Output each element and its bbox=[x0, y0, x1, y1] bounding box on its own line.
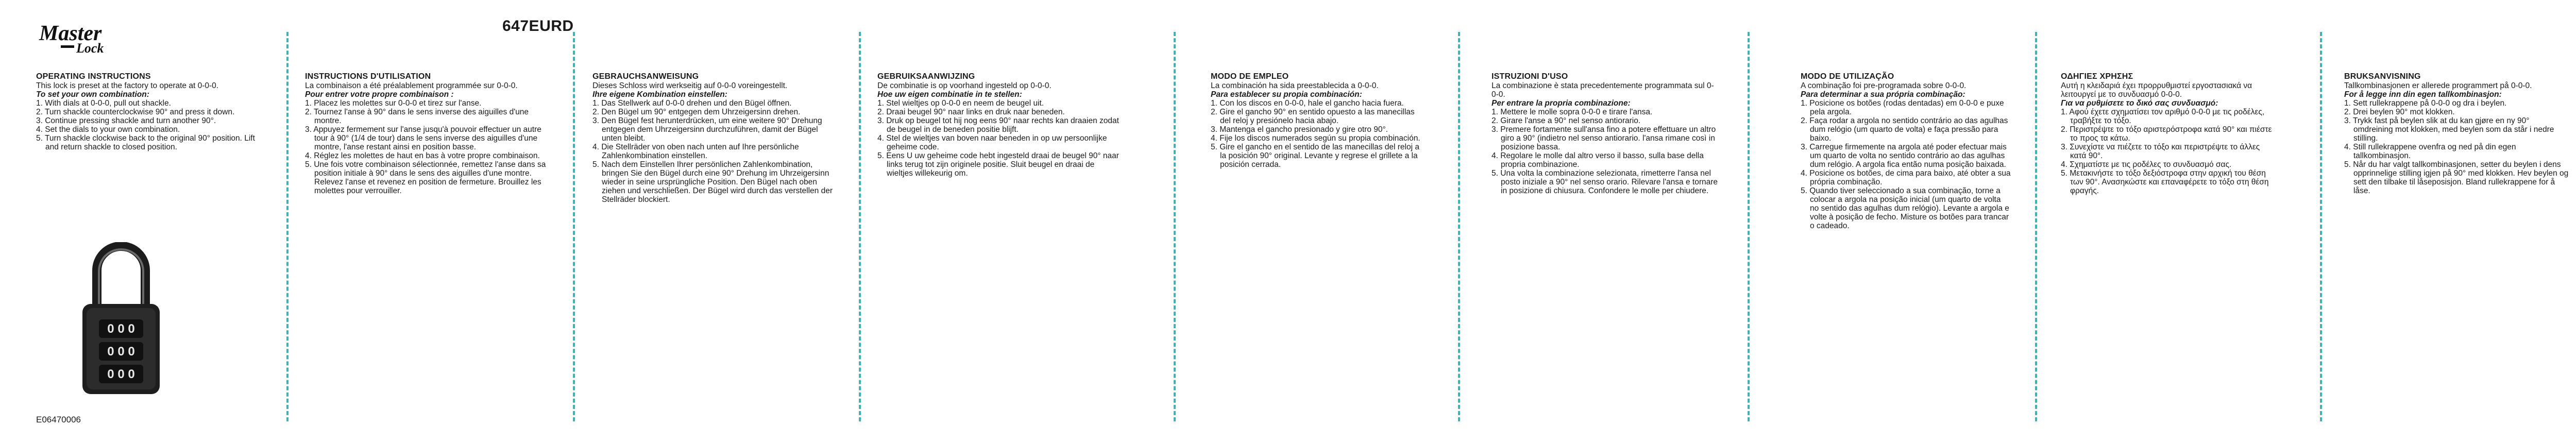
step: 2. Drei beylen 90° mot klokken. bbox=[2344, 108, 2455, 116]
fold-line bbox=[2035, 32, 2037, 421]
fold-line bbox=[1174, 32, 1176, 421]
section-subheading: Para establecer su propia combinación: bbox=[1211, 90, 1362, 99]
step: 3. Συνεχίστε να πιέζετε το τόξο και περιστρέψτε το άλλες κατά 90°. bbox=[2061, 143, 2260, 160]
step: 3. Continue pressing shackle and turn another 90°. bbox=[36, 116, 216, 125]
section-subheading: Για να ρυθμίσετε το δικό σας συνδυασμό: bbox=[2061, 99, 2218, 108]
step: 5. Når du har valgt tallkombinasjonen, setter du beylen i dens opprinnelige stilling igjen på 90° med klokken. Hev beylen og sett den tilbake til låseposisjon. Bland rullekrappene for å låse. bbox=[2344, 160, 2569, 195]
section-intro: La combinaison a été préalablement programmée sur 0-0-0. bbox=[305, 81, 518, 90]
step: 3. Den Bügel fest herunterdrücken, um eine weitere 90° Drehung entgegen dem Uhrzeigersinn durchzuführen, damit der Bügel unten bleibt. bbox=[592, 116, 822, 143]
step: 1. Αφού έχετε σχηματίσει τον αριθμό 0-0-0 με τις ροδέλες, τραβήξτε το τόξο. bbox=[2061, 108, 2265, 125]
step: 5. Nach dem Einstellen Ihrer persönlichen Zahlenkombination, bringen Sie den Bügel durch eine 90° Drehung im Uhrzeigersinn wieder in seine ursprüngliche Position. Den Bügel nach oben ziehen und verschließen. Der Bügel wird durch das verstellen der Stellräder blockiert. bbox=[592, 160, 833, 204]
model-number: 647EURD bbox=[502, 18, 574, 35]
section-en bbox=[36, 72, 263, 151]
section-intro: De combinatie is op voorhand ingesteld op 0-0-0. bbox=[877, 81, 1052, 90]
step: 4. Fije los discos numerados según su propia combinación. bbox=[1211, 134, 1420, 143]
section-intro: Dieses Schloss wird werkseitig auf 0-0-0 voreingestellt. bbox=[592, 81, 788, 90]
fold-line bbox=[1748, 32, 1750, 421]
svg-text:0 0 0: 0 0 0 bbox=[107, 367, 135, 381]
step: 1. With dials at 0-0-0, pull out shackle. bbox=[36, 99, 171, 108]
section-subheading: Ihre eigene Kombination einstellen: bbox=[592, 90, 727, 99]
section-subheading: To set your own combination: bbox=[36, 90, 149, 99]
step: 5. Μετακινήστε το τόξο δεξιόστροφα στην αρχική του θέση των 90°. Ανασηκώστε και επαναφέρετε το τόξο στη θέση φραγής. bbox=[2061, 169, 2269, 195]
section-heading: MODO DE UTILIZAÇÃO bbox=[1801, 72, 1894, 81]
step: 1. Das Stellwerk auf 0-0-0 drehen und den Bügel öffnen. bbox=[592, 99, 792, 108]
section-intro: This lock is preset at the factory to operate at 0-0-0. bbox=[36, 81, 219, 90]
section-intro: La combinazione è stata precedentemente programmata sul 0-0-0. bbox=[1492, 81, 1714, 99]
step: 3. Druk op beugel tot hij nog eens 90° naar rechts kan draaien zodat de beugel in de beneden positie blijft. bbox=[877, 116, 1119, 134]
section-nl bbox=[877, 72, 1120, 178]
section-intro: A combinação foi pre-programada sobre 0-0-0. bbox=[1801, 81, 1967, 90]
section-subheading: Hoe uw eigen combinatie in te stellen: bbox=[877, 90, 1022, 99]
step: 2. Faça rodar a argola no sentido contrário ao das agulhas dum relógio (um quarto de volta) e faça pressão para baixo. bbox=[1801, 116, 2008, 143]
section-intro: La combinación ha sida preestablecida a 0-0-0. bbox=[1211, 81, 1379, 90]
master-lock-logo bbox=[36, 21, 134, 57]
section-subheading: For å legge inn din egen tallkombinasjon: bbox=[2344, 90, 2502, 99]
step: 3. Appuyez fermement sur l'anse jusqu'à pouvoir effectuer un autre tour à 90° (1/4 de tour) dans le sens inverse des aiguilles d'une montre, l'anse restant ainsi en position basse. bbox=[305, 125, 541, 151]
step: 2. Den Bügel um 90° entgegen dem Uhrzeigersinn drehen. bbox=[592, 108, 801, 116]
svg-text:0 0 0: 0 0 0 bbox=[107, 345, 135, 359]
step: 5. Gire el gancho en el sentido de las manecillas del reloj a la posición 90° original. Levante y regrese el grillete a la posición cerrada. bbox=[1211, 143, 1419, 169]
section-heading: INSTRUCTIONS D'UTILISATION bbox=[305, 72, 431, 81]
section-heading: ISTRUZIONI D'USO bbox=[1492, 72, 1568, 81]
section-de bbox=[592, 72, 835, 204]
step: 4. Set the dials to your own combination. bbox=[36, 125, 180, 134]
step: 5. Une fois votre combinaison sélectionnée, remettez l'anse dans sa position initiale à 90° dans le sens des aiguilles d'une montre. Relevez l'anse et revenez en position de fermeture. Brouillez les molettes pour verrouiller. bbox=[305, 160, 546, 195]
step: 4. Still rullekrappene ovenfra og ned på din egen tallkombinasjon. bbox=[2344, 143, 2516, 160]
step: 1. Sett rullekrappene på 0-0-0 og dra i beylen. bbox=[2344, 99, 2507, 108]
step: 5. Quando tiver seleccionado a sua combinação, torne a colocar a argola na posição inicial (um quarto de volta no sentido das agulhas dum relógio). Levante a argola e volte à posição de fecho. Misture os botões para trancar o cadeado. bbox=[1801, 186, 2009, 230]
step: 4. Die Stellräder von oben nach unten auf Ihre persönliche Zahlenkombination einstellen. bbox=[592, 143, 799, 160]
step: 4. Posicione os botões, de cima para baixo, até obter a sua própria combinação. bbox=[1801, 169, 2011, 186]
step: 3. Trykk fast på beylen slik at du kan gjøre en ny 90° omdreining mot klokken, med beylen som da står i nedre stilling. bbox=[2344, 116, 2554, 143]
section-es bbox=[1211, 72, 1427, 169]
step: 3. Carregue firmemente na argola até poder efectuar mais um quarto de volta no sentido contrário ao das agulhas dum relógio. A argola fica então numa posição baixada. bbox=[1801, 143, 2007, 169]
section-intro: Αυτή η κλειδαριά έχει προρρυθμιστεί εργοστασιακά να λειτουργεί με το συνδυασμό 0-0-0. bbox=[2061, 81, 2252, 99]
section-subheading: Para determinar a sua própria combinação: bbox=[1801, 90, 1965, 99]
step: 1. Posicione os botões (rodas dentadas) em 0-0-0 e puxe pela argola. bbox=[1801, 99, 2004, 116]
logo-text-lock: Lock bbox=[76, 41, 104, 56]
step: 2. Draai beugel 90° naar links en druk naar beneden. bbox=[877, 108, 1065, 116]
section-intro: Tallkombinasjonen er allerede programmert på 0-0-0. bbox=[2344, 81, 2532, 90]
section-it bbox=[1492, 72, 1718, 195]
fold-line bbox=[1458, 32, 1460, 421]
step: 2. Tournez l'anse à 90° dans le sens inverse des aiguilles d'une montre. bbox=[305, 108, 529, 125]
step: 5. Una volta la combinazione selezionata, rimetterre l'ansa nel posto iniziale a 90° nel senso orario. Rilevare l'ansa e tornare in posizione di chiusura. Confondere le molle per chiudere. bbox=[1492, 169, 1718, 195]
fold-line bbox=[859, 32, 861, 421]
logo-text-master: Master bbox=[39, 22, 102, 45]
section-pt bbox=[1801, 72, 2012, 230]
step: 3. Mantenga el gancho presionado y gire otro 90°. bbox=[1211, 125, 1388, 134]
step: 4. Stel de wieltjes van boven naar beneden in op uw persoonlijke geheime code. bbox=[877, 134, 1107, 151]
section-heading: ΟΔΗΓΙΕΣ ΧΡΗΣΗΣ bbox=[2061, 72, 2133, 81]
step: 4. Regolare le molle dal altro verso il basso, sulla base della propria combinazione. bbox=[1492, 151, 1704, 169]
combination-padlock-illustration bbox=[77, 242, 165, 397]
section-heading: GEBRAUCHSANWEISUNG bbox=[592, 72, 699, 81]
section-fr bbox=[305, 72, 547, 195]
step: 1. Con los discos en 0-0-0, hale el gancho hacia fuera. bbox=[1211, 99, 1404, 108]
step: 4. Σχηματίστε με τις ροδέλες το συνδυασμό σας. bbox=[2061, 160, 2232, 169]
section-el bbox=[2061, 72, 2272, 195]
step: 2. Turn shackle counterclockwise 90° and press it down. bbox=[36, 108, 235, 116]
section-heading: OPERATING INSTRUCTIONS bbox=[36, 72, 151, 81]
step: 5. Turn shackle clockwise back to the original 90° position. Lift and return shackle to closed position. bbox=[36, 134, 255, 151]
section-subheading: Pour entrer votre propre combinaison : bbox=[305, 90, 454, 99]
svg-text:0 0 0: 0 0 0 bbox=[107, 322, 135, 336]
fold-line bbox=[573, 32, 575, 421]
fold-line bbox=[286, 32, 289, 421]
step: 2. Gire el gancho 90° en sentido opuesto a las manecillas del reloj y presiónelo hacia abajo. bbox=[1211, 108, 1415, 125]
section-no bbox=[2344, 72, 2571, 195]
step: 5. Eens U uw geheime code hebt ingesteld draai de beugel 90° naar links terug tot zijn originele positie. Sluit beugel en draai de wieltjes willekeurig om. bbox=[877, 151, 1119, 178]
step: 1. Placez les molettes sur 0-0-0 et tirez sur l'anse. bbox=[305, 99, 482, 108]
step: 1. Stel wieltjes op 0-0-0 en neem de beugel uit. bbox=[877, 99, 1044, 108]
section-subheading: Per entrare la propria combinazione: bbox=[1492, 99, 1631, 108]
section-heading: BRUKSANVISNING bbox=[2344, 72, 2421, 81]
step: 1. Mettere le molle sopra 0-0-0 e tirare l'ansa. bbox=[1492, 108, 1653, 116]
step: 3. Premere fortamente sull'ansa fino a potere effettuare un altro giro a 90° (indietro nel senso antiorario. l'ansa rimane così in posizione bassa. bbox=[1492, 125, 1716, 151]
section-heading: GEBRUIKSAANWIJZING bbox=[877, 72, 975, 81]
step: 2. Περιστρέψτε το τόξο αριστερόστροφα κατά 90° και πιέστε το προς τα κάτω. bbox=[2061, 125, 2272, 143]
section-heading: MODO DE EMPLEO bbox=[1211, 72, 1289, 81]
fold-line bbox=[2320, 32, 2322, 421]
document-reference-code: E06470006 bbox=[36, 415, 81, 424]
step: 4. Réglez les molettes de haut en bas à votre propre combinaison. bbox=[305, 151, 540, 160]
step: 2. Girare l'anse a 90° nel senso antiorario. bbox=[1492, 116, 1641, 125]
